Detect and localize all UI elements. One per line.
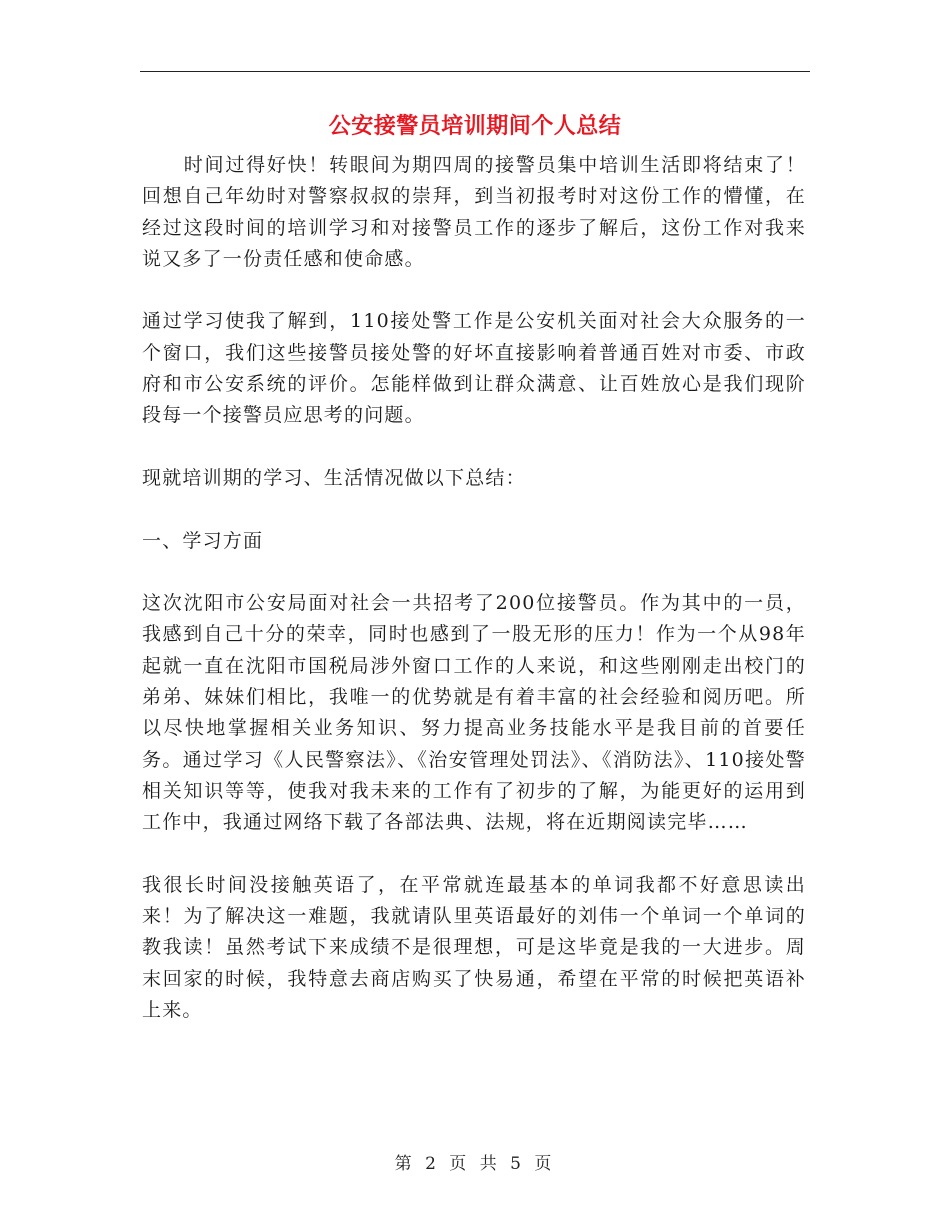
paragraph-study: 这次沈阳市公安局面对社会一共招考了200位接警员。作为其中的一员，我感到自己十分的荣幸，同时也感到了一股无形的压力！作为一个从98年起就一直在沈阳市国税局涉外窗口工作的人来说，和这些刚刚走出校门的弟弟、妹妹们相比，我唯一的优势就是有着丰富的社会经验和阅历吧。所以尽快地掌握相关业务知识、努力提高业务技能水平是我目前的首要任务。通过学习《人民警察法》、《治安管理处罚法》、《消防法》、110接处警相关知识等等，使我对我未来的工作有了初步的了解，为能更好的运用到工作中，我通过网络下载了各部法典、法规，将在近期阅读完毕…… [142,592,806,834]
document-body [142,150,806,1058]
paragraph-english: 我很长时间没接触英语了，在平常就连最基本的单词我都不好意思读出来！为了解决这一难题，我就请队里英语最好的刘伟一个单词一个单词的教我读！虽然考试下来成绩不是很理想，可是这毕竟是我的一大进步。周末回家的时候，我特意去商店购买了快易通，希望在平常的时候把英语补上来。 [142,873,806,1022]
section-heading-study: 一、学习方面 [142,529,264,552]
paragraph-summary-lead: 现就培训期的学习、生活情况做以下总结： [142,466,526,489]
document-title: 公安接警员培训期间个人总结 [328,113,622,139]
header-rule [140,71,810,72]
paragraph-110-work: 通过学习使我了解到，110接处警工作是公安机关面对社会大众服务的一个窗口，我们这些接警员接处警的好坏直接影响着普通百姓对市委、市政府和市公安系统的评价。怎能样做到让群众满意、让百姓放心是我们现阶段每一个接警员应思考的问题。 [142,310,806,427]
paragraph-intro: 时间过得好快！转眼间为期四周的接警员集中培训生活即将结束了！回想自己年幼时对警察叔叔的崇拜，到当初报考时对这份工作的懵懂，在经过这段时间的培训学习和对接警员工作的逐步了解后，这份工作对我来说又多了一份责任感和使命感。 [142,154,806,270]
page-number-footer: 第 2 页 共 5 页 [394,1154,556,1174]
